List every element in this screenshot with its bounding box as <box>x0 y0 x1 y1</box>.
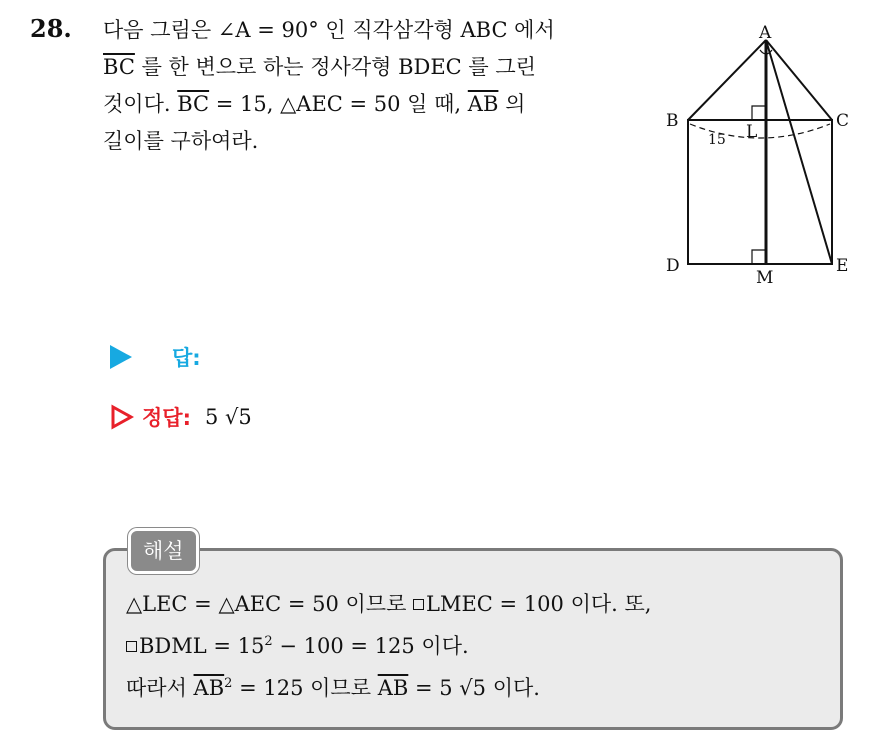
label-l: L <box>746 122 758 142</box>
label-c: C <box>836 111 850 131</box>
question-line-1-text: 다음 그림은 ∠A = 90° 인 직각삼각형 ABC 에서 <box>103 18 555 42</box>
question-line-3 <box>103 86 638 123</box>
question-line-3-a: 것이다. <box>103 92 178 116</box>
right-angle-mark-m <box>752 250 766 264</box>
segment-ae-line <box>766 40 832 264</box>
segment-ab-line <box>688 40 766 120</box>
geometry-figure <box>662 20 862 295</box>
square-symbol-icon <box>126 641 137 652</box>
explanation-text <box>126 586 651 707</box>
segment-ab-expl: $\overline{AB}$ <box>193 676 225 700</box>
right-angle-mark-l <box>752 106 766 120</box>
label-bc-length: 15 <box>708 132 726 148</box>
segment-ab-expl-2: $\overline{AB}$ <box>377 676 409 700</box>
correct-answer-row <box>110 402 252 432</box>
correct-answer-label: 정답: <box>142 406 191 430</box>
explanation-line-1-b: LMEC = 100 이다. 또, <box>426 592 652 616</box>
explanation-line-3-b: = 125 이므로 <box>232 676 378 700</box>
segment-bc-2: $\overline{BC}$ <box>177 92 210 116</box>
explanation-line-2-b: − 100 = 125 이다. <box>272 634 469 658</box>
label-d: D <box>666 256 680 276</box>
explanation-line-1 <box>126 586 651 623</box>
explanation-line-2-a: BDML = 15 <box>139 634 265 658</box>
question-line-3-c: 의 <box>498 92 526 116</box>
exponent-2: 2 <box>264 634 273 649</box>
question-line-2-text: 를 한 변으로 하는 정사각형 BDEC 를 그린 <box>134 55 536 79</box>
label-a: A <box>759 23 772 43</box>
explanation-line-3-a: 따라서 <box>126 676 194 700</box>
exponent-2-ab: 2 <box>224 676 233 691</box>
question-line-2 <box>103 49 638 86</box>
label-b: B <box>666 111 679 131</box>
question-line-1 <box>103 12 638 49</box>
answer-label: 답: <box>172 346 201 370</box>
explanation-line-3-c: = 5 √5 이다. <box>408 676 540 700</box>
answer-row <box>110 342 201 372</box>
segment-ac-line <box>766 40 832 120</box>
play-triangle-icon <box>110 345 132 369</box>
question-text <box>103 12 638 160</box>
segment-ab: $\overline{AB}$ <box>467 92 499 116</box>
question-line-4-text: 길이를 구하여라. <box>103 129 259 153</box>
explanation-line-3 <box>126 665 651 707</box>
explanation-line-1-a: △LEC = △AEC = 50 이므로 <box>126 592 414 616</box>
square-symbol-icon <box>413 599 424 610</box>
explanation-tag: 해설 <box>128 528 199 574</box>
explanation-line-2 <box>126 623 651 665</box>
question-line-4 <box>103 123 638 160</box>
label-e: E <box>836 256 849 276</box>
outline-triangle-icon <box>110 404 134 430</box>
segment-bc: $\overline{BC}$ <box>103 55 135 79</box>
question-number: 28. <box>30 14 72 43</box>
correct-answer-value: 5 √5 <box>204 405 252 429</box>
label-m: M <box>756 268 774 288</box>
question-line-3-b: = 15, △AEC = 50 일 때, <box>209 92 468 116</box>
